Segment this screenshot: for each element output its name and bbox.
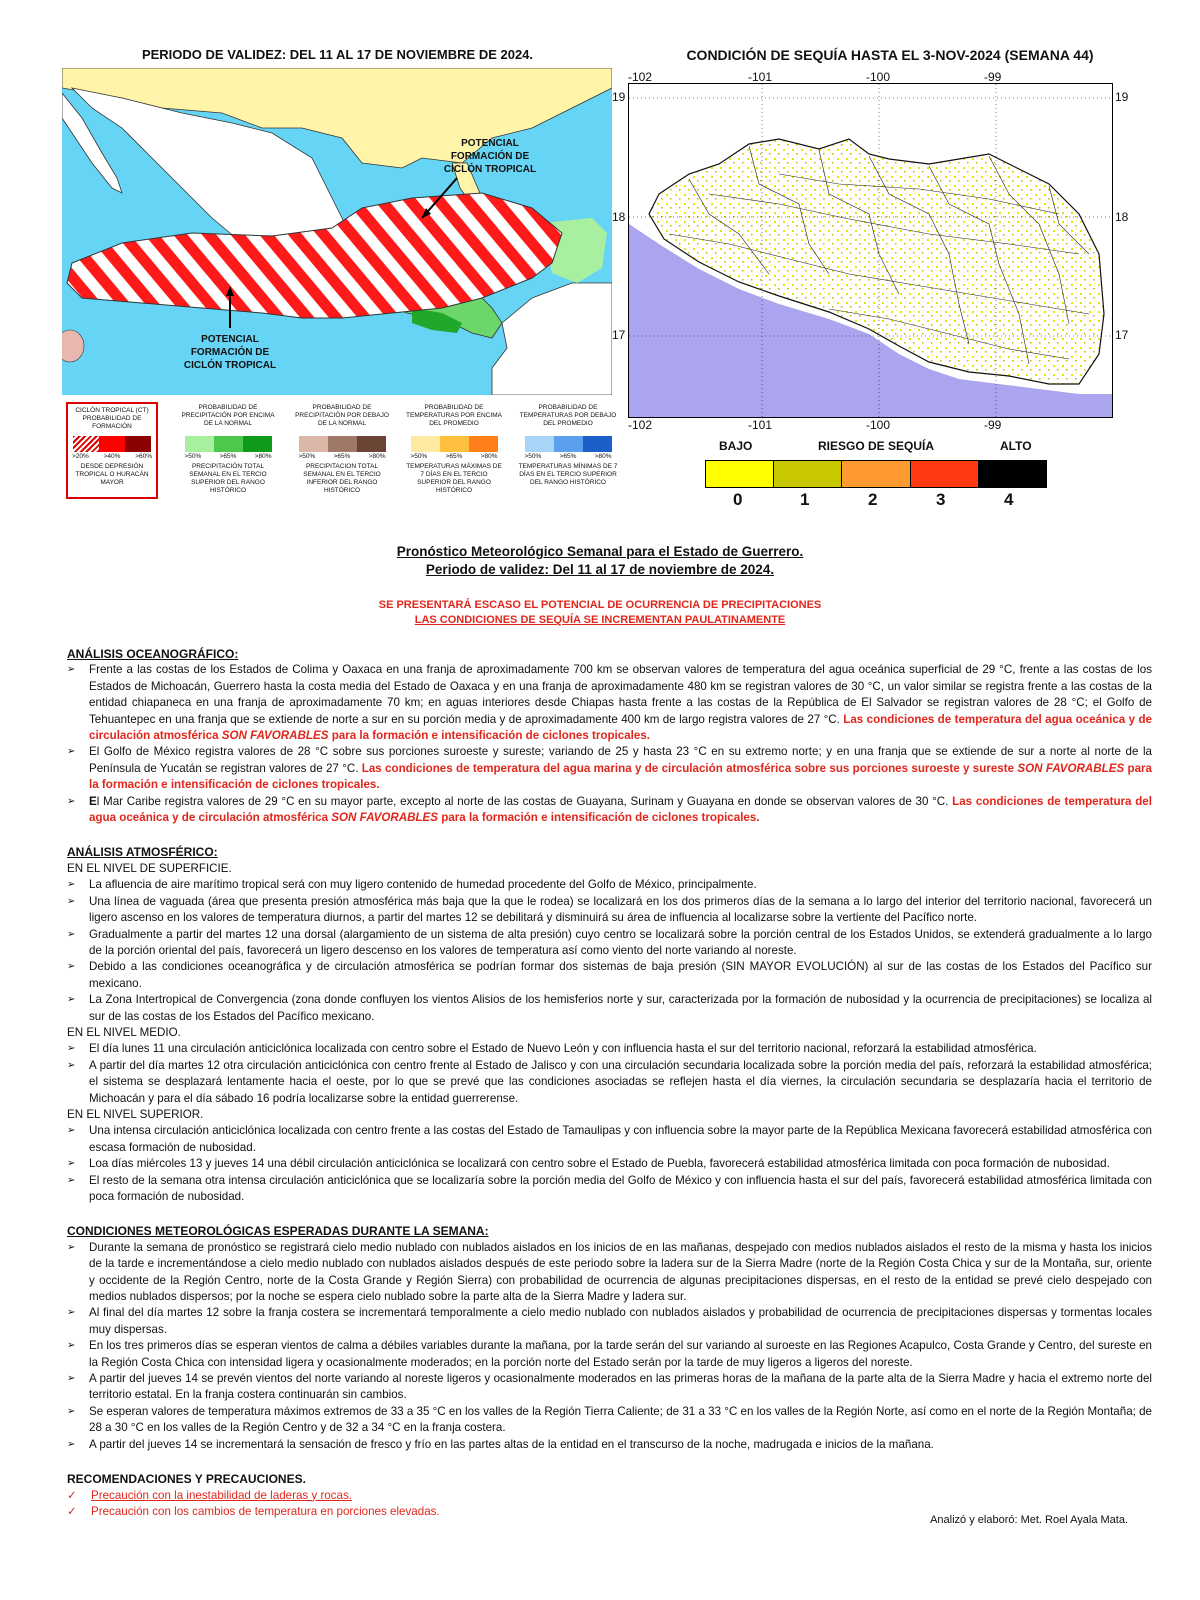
legend-group-ticks [525,453,612,460]
item-highlight: para la formación e intensificación de ciclones tropicales. [89,761,1152,792]
lat-tick-right: 17 [1115,328,1129,342]
cyclone-legend-swatches [73,436,151,452]
legend-tick: >50% [524,453,542,460]
list-item [67,794,1152,827]
scale-level-1: 1 [800,490,810,509]
list-item: ➢ Durante la semana de pronóstico se registrará cielo medio nublado con nublados aislados en los inicios de en las mañanas, despejado con medios nublados aislados el resto de la misma y hasta los inicios de la tarde e incrementándose a cielo medio nublado con nublados aislados después de este periodo sobre la ladera sur de la Sierra Madre (norte de la Región Costa Chica y sur de la Montaña, sur, oriente y occidente de la Región Centro, norte de la Costa Grande y Región Sierra) con probabilidad de ocurrencia de algunas precipitaciones dispersas, en el resto de la entidad se prevé cielo despejado con medios nublados dispersos; por la noche se espera cielo nublado sobre la parte alta de la Sierra Madre y ladera sur. [67,1240,1152,1306]
drought-level-4-swatch [979,461,1046,487]
item-highlight: para la formación e intensificación de ciclones tropicales. [438,811,760,825]
legend-tick: >65% [559,453,577,460]
signature: Analizó y elaboró: Met. Roel Ayala Mata. [930,1514,1128,1526]
surface-list [67,877,1152,1025]
section-heading-oceanographic: ANÁLISIS OCEANOGRÁFICO: [67,647,239,661]
lon-tick-bottom: -101 [748,418,773,432]
legend-swatch [469,436,498,452]
scale-title: RIESGO DE SEQUÍA [818,439,935,453]
doc-body [67,646,1152,1520]
cyclone-label-top-line: POTENCIAL [461,138,519,149]
legend-group-title: PROBABILIDAD DE TEMPERATURAS POR ENCIMA DEL PROMEDIO [406,404,502,427]
item-text: l Mar Caribe registra valores de 29 °C en su mayor parte, excepto al norte de las costas de Guayana, Surinam y Guayana en donde se observan valores de 30 °C. [96,794,949,808]
drought-scale-bar [705,460,1047,488]
legend-group-swatches [185,436,272,452]
legend-group-title: PROBABILIDAD DE PRECIPITACIÓN POR ENCIMA DE LA NORMAL [181,404,275,427]
middle-list [67,1041,1152,1107]
scale-low: BAJO [719,439,753,453]
list-item [67,662,1152,744]
lon-tick-bottom: -100 [866,418,891,432]
cyclone-legend-title: CICLÓN TROPICAL (CT) PROBABILIDAD DE FORMACIÓN [75,407,149,430]
drought-map [629,84,1112,417]
oceanographic-list [67,662,1152,826]
legend-group-desc: PRECIPITACIÓN TOTAL SEMANAL EN EL TERCIO SUPERIOR DEL RANGO HISTÓRICO [189,463,267,494]
recommendation-item [67,1488,1152,1504]
legend-group-title: PROBABILIDAD DE PRECIPITACIÓN POR DEBAJO DE LA NORMAL [295,404,389,427]
legend-tick: >50% [298,453,316,460]
legend-group-swatches [411,436,498,452]
legend-swatch [299,436,328,452]
legend-tick: >80% [254,453,272,460]
list-item: ➢ Al final del día martes 12 sobre la franja costera se incrementará temporalmente a cielo medio nublado con nublados aislados y probabilidad de ocurrencia de precipitaciones dispersas y tormentas locales muy dispersas. [67,1305,1152,1338]
section-heading-recommendations: RECOMENDACIONES Y PRECAUCIONES. [67,1472,306,1487]
upper-list [67,1123,1152,1205]
legend-group [518,404,618,487]
list-item: ➢ La Zona Intertropical de Convergencia (zona donde confluyen los vientos Alisios de los hemisferios norte y sur, caracterizada por la formación de nubosidad y la ocurrencia de precipitaciones) se localiza al sur de las costas de los Estados del Pacífico mexicano. [67,992,1152,1025]
recommendation-text: Precaución con los cambios de temperatura en porciones elevadas. [91,1504,440,1518]
drought-level-3-swatch [911,461,979,487]
item-highlight: para la formación e intensificación de ciclones tropicales. [328,729,650,743]
legend-swatch [328,436,357,452]
lon-tick-bottom: -102 [628,418,653,432]
scale-level-2: 2 [868,490,878,509]
legend-swatch [185,436,214,452]
lon-tick-top: -99 [984,70,1002,84]
cyclone-legend-ticks [72,453,152,460]
list-item: ➢ A partir del día martes 12 otra circulación anticiclónica con centro frente al Estado de Jalisco y con una circulación secundaria localizada sobre la porción media del país, reforzará la estabilidad atmosférica; el sistema se desplazará lentamente hacia el oeste, por lo que se prevé que las condiciones asociadas se reflejen hasta el día viernes, la circulación secundaria se desplazaría hacia el territorio de Michoacán y para el día sábado 16 podría localizarse sobre la entidad guerrerense. [67,1058,1152,1107]
legend-tick: >50% [184,453,202,460]
legend-group-desc: TEMPERATURAS MÁXIMAS DE 7 DÍAS EN EL TERCIO SUPERIOR DEL RANGO HISTÓRICO [406,463,502,494]
lat-tick-right: 18 [1115,210,1129,224]
item-highlight: SON FAVORABLES [1017,761,1125,775]
cyclone-tick: >40% [103,453,121,460]
list-item: ➢ Gradualmente a partir del martes 12 una dorsal (alargamiento de un sistema de alta presión) cuyo centro se localizará sobre la porción central de los Estados Unidos, se extenderá gradualmente a lo largo de la porción oriental del país, favorecerá un ligero descenso en los valores de temperatura así como viento del norte variando al noreste. [67,927,1152,960]
lat-tick-left: 17 [612,328,626,342]
section-heading-atmospheric: ANÁLISIS ATMOSFÉRICO: [67,845,218,860]
legend-swatch [357,436,386,452]
doc-title-line2: Periodo de validez: Del 11 al 17 de noviembre de 2024. [425,562,775,577]
legend-tick: >80% [594,453,612,460]
item-text: El Golfo de México registra valores de 28 °C sobre sus porciones suroeste y sureste; variando de 25 y hasta 23 °C en su extremo norte; y en una franja que se extiende de sur a norte al norte de la Península de Yucatán se registran valores de 27 °C. [89,745,1152,775]
level-surface: EN EL NIVEL DE SUPERFICIE. [67,861,232,875]
lon-tick-bottom: -99 [984,418,1002,432]
item-highlight: SON FAVORABLES [331,811,439,825]
legend-tick: >80% [480,453,498,460]
cyclone-legend-desc: DESDE DEPRESIÓN TROPICAL O HURACÁN MAYOR [75,463,149,486]
alert-precip: SE PRESENTARÁ ESCASO EL POTENCIAL DE OCURRENCIA DE PRECIPITACIONES [378,599,822,611]
legend-group-title: PROBABILIDAD DE TEMPERATURAS POR DEBAJO DEL PROMEDIO [519,404,617,427]
doc-alerts [0,598,1200,628]
list-item: ➢ A partir del jueves 14 se incrementará la sensación de fresco y frío en las partes altas de la entidad en el transcurso de la noche, madrugada e inicios de la mañana. [67,1437,1152,1453]
item-text: Frente a las costas de los Estados de Colima y Oaxaca en una franja de aproximadamente 700 km se observan valores de temperatura del agua oceánica superficial de 29 °C, frente a las costas de los Estados de Michoacán, Guerrero hasta la costa media del Estado de Oaxaca y en una franja de aproximadamente 480 km se registran valores de 30 °C, un valor similar se registra frente a las costas de la entidad chiapaneca en una franja de aproximadamente 70 km; en aguas interiores desde Chiapas hasta frente a las costas de la República de El Salvador se registran valores de 28 °C; el Golfo de Tehuantepec en una franja que se extiende de norte a sur en su porción media y de aproximadamente 400 km de largo registra valores de 27 °C. [89,663,1152,726]
cyclone-tick: >20% [72,453,89,460]
list-item: ➢ Loa días miércoles 13 y jueves 14 una débil circulación anticiclónica se localizará con centro sobre el Estado de Puebla, favorecerá estabilidad atmosférica limitada con poca formación de nubosidad. [67,1156,1152,1172]
item-highlight: Las condiciones de temperatura del agua oceánica y de circulación atmosférica [89,794,1152,825]
legend-group-desc: PRECIPITACION TOTAL SEMANAL EN EL TERCIO INFERIOR DEL RANGO HISTÓRICO [303,463,381,494]
legend-tick: >80% [368,453,386,460]
list-item: ➢ Debido a las condiciones oceanográfica y de circulación atmosférica se podrían formar dos sistemas de baja presión (SIN MAYOR EVOLUCIÓN) al sur de las costas de los Estados del Pacífico sur mexicano. [67,959,1152,992]
scale-high: ALTO [1000,439,1032,453]
legend-swatch [583,436,612,452]
legend-group-ticks [299,453,386,460]
list-item [67,744,1152,793]
cyclone-legend [66,402,158,499]
section-heading-conditions: CONDICIONES METEOROLÓGICAS ESPERADAS DURANTE LA SEMANA: [67,1224,489,1239]
scale-level-4: 4 [1004,490,1014,509]
legend-tick: >65% [445,453,463,460]
drought-level-0-swatch [706,461,774,487]
legend-tick: >65% [333,453,351,460]
legend-swatch [243,436,272,452]
legend-group [404,404,504,495]
list-item: ➢ A partir del jueves 14 se prevén vientos del norte variando al noreste ligeros y ocasionalmente moderados en las primeras horas de la mañana de la parte alta de la Sierra Madre y hacia el extremo norte del territorio estatal. En la franja costera continuarán sin cambios. [67,1371,1152,1404]
lat-tick-left: 18 [612,210,626,224]
list-item: ➢ El resto de la semana otra intensa circulación anticiclónica que se localizaría sobre la porción media del Golfo de México y con influencia hasta el sur del país, favorecerá estabilidad atmosférica limitada con poca formación de nubosidad. [67,1173,1152,1206]
scale-level-3: 3 [936,490,946,509]
cyclone-label-bottom-line: FORMACIÓN DE [190,347,270,358]
list-item: ➢ La afluencia de aire marítimo tropical será con muy ligero contenido de humedad procedente del Golfo de México, principalmente. [67,877,1152,893]
cyclone-swatch-red [99,436,125,452]
list-item: ➢ Se esperan valores de temperatura máximos extremos de 33 a 35 °C en los valles de la Región Tierra Caliente; de 31 a 33 °C en los valles de la Región Norte, así como en el norte de la Región Montaña; de 28 a 30 °C en los valles de la Región Centro y de 32 a 34 °C en la franja costera. [67,1404,1152,1437]
scale-level-0: 0 [733,490,743,509]
cyclone-label-bottom [180,333,280,372]
level-middle: EN EL NIVEL MEDIO. [67,1025,181,1039]
item-highlight: Las condiciones de temperatura del agua marina y de circulación atmosférica sobre sus porciones suroeste y sureste [358,761,1018,775]
lon-tick-top: -102 [628,70,653,84]
list-item: ➢ En los tres primeros días se esperan vientos de calma a débiles variables durante la mañana, por la tarde serán del sur variando al suroeste en las Regiones Acapulco, Costa Grande y Centro, del sureste en la Región Costa Chica con intensidad ligera y ocasionalmente moderados; en la porción norte del Estado serán por la tarde de muy ligeros a ligeros del noreste. [67,1338,1152,1371]
level-upper: EN EL NIVEL SUPERIOR. [67,1107,204,1121]
alert-drought: LAS CONDICIONES DE SEQUÍA SE INCREMENTAN PAULATINAMENTE [414,614,786,626]
item-highlight: Las condiciones de temperatura del agua oceánica y de circulación atmosférica [89,712,1152,743]
lon-tick-top: -101 [748,70,773,84]
legend-swatch [525,436,554,452]
legend-swatch [440,436,469,452]
cyclone-label-top-line: CICLÓN TROPICAL [443,164,537,175]
cyclone-label-bottom-line: CICLÓN TROPICAL [183,360,277,371]
cyclone-label-bottom-line: POTENCIAL [201,334,259,345]
lat-tick-right: 19 [1115,90,1129,104]
legend-swatch [554,436,583,452]
doc-title-line1: Pronóstico Meteorológico Semanal para el Estado de Guerrero. [396,544,804,559]
left-map-title: PERIODO DE VALIDEZ: DEL 11 AL 17 DE NOVIEMBRE DE 2024. [141,47,534,62]
cyclone-tick: >60% [135,453,152,460]
list-item: ➢ Una intensa circulación anticiclónica localizada con centro frente a las costas del Estado de Tamaulipas y con influencia sobre la mayor parte de la República Mexicana favorecerá estabilidad atmosférica con escasa formación de nubosidad. [67,1123,1152,1156]
cyclone-swatch-darkred [125,436,151,452]
item-highlight: SON FAVORABLES [221,729,329,743]
drought-level-1-swatch [774,461,842,487]
right-map-title: CONDICIÓN DE SEQUÍA HASTA EL 3-NOV-2024 (SEMANA 44) [686,47,1094,63]
tropical-cyclone-outlook-map [62,68,612,395]
cyclone-swatch-hatched [73,436,99,452]
recommendation-text: Precaución con la inestabilidad de laderas y rocas. [91,1488,353,1502]
legend-tick: >50% [410,453,428,460]
legend-group-swatches [525,436,612,452]
list-item: ➢ Una línea de vaguada (área que presenta presión atmosférica más baja que la que le rodea) se localizará en los dos primeros días de la semana a lo largo del interior del territorio nacional, favorecerá un ligero ascenso en los valores de temperatura diurnos, a partir del martes 12 se debilitará y disminuirá su área de influencia al localizarse sobre la vertiente del Pacífico norte. [67,894,1152,927]
legend-group [292,404,392,495]
drought-map-frame [628,83,1113,418]
legend-swatch [214,436,243,452]
list-item: ➢ El día lunes 11 una circulación anticiclónica localizada con centro sobre el Estado de Nuevo León y con influencia hasta el sur del territorio nacional, reforzará la estabilidad atmosférica. [67,1041,1152,1057]
cyclone-label-top [440,137,540,176]
lon-tick-top: -100 [866,70,891,84]
legend-group-ticks [411,453,498,460]
legend-group-swatches [299,436,386,452]
lat-tick-left: 19 [612,90,626,104]
item-text: E [89,794,97,808]
doc-title [0,543,1200,579]
drought-level-2-swatch [842,461,910,487]
cyclone-label-top-line: FORMACIÓN DE [450,151,530,162]
legend-group-desc: TEMPERATURAS MÍNIMAS DE 7 DÍAS EN EL TERCIO SUPERIOR DEL RANGO HISTÓRICO [518,463,618,486]
legend-group-ticks [185,453,272,460]
legend-group [178,404,278,495]
legend-tick: >65% [219,453,237,460]
conditions-list [67,1240,1152,1453]
legend-swatch [411,436,440,452]
